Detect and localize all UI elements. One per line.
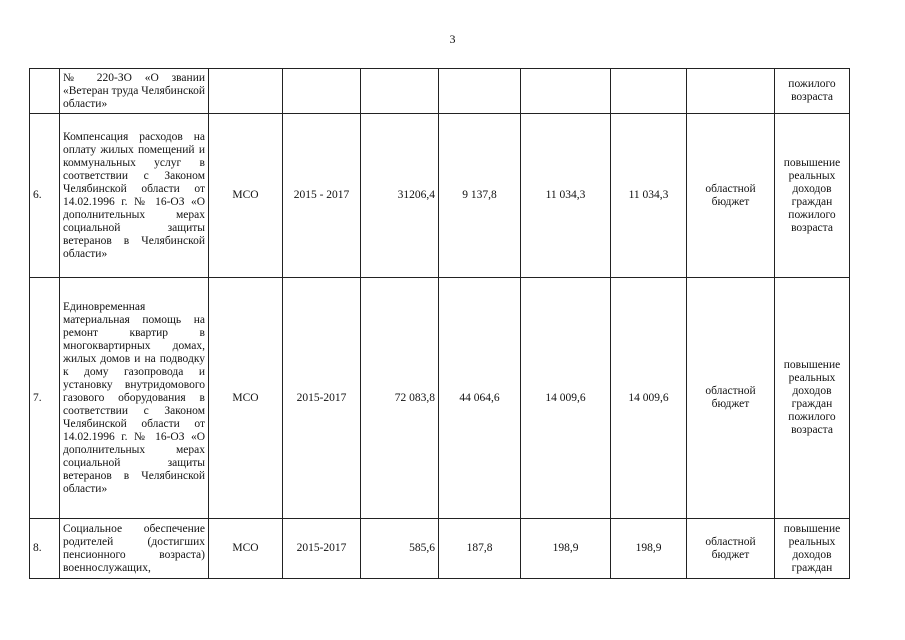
- total-cell: 31206,4: [361, 114, 439, 278]
- year-2016-cell: 14 009,6: [521, 278, 611, 519]
- period-cell: 2015 - 2017: [283, 114, 361, 278]
- expected-outcome-cell: пожилого возраста: [775, 69, 850, 114]
- year-2017-cell: 14 009,6: [611, 278, 687, 519]
- total-cell: 72 083,8: [361, 278, 439, 519]
- executor-cell: МСО: [209, 519, 283, 579]
- period-cell: 2015-2017: [283, 519, 361, 579]
- expected-outcome-cell: повышение реальных доходов граждан: [775, 519, 850, 579]
- period-cell: [283, 69, 361, 114]
- period-cell: 2015-2017: [283, 278, 361, 519]
- total-cell: 585,6: [361, 519, 439, 579]
- row-number: 6.: [30, 114, 60, 278]
- row-number: [30, 69, 60, 114]
- executor-cell: МСО: [209, 278, 283, 519]
- year-2016-cell: 198,9: [521, 519, 611, 579]
- measure-description: Социальное обеспечение родителей (достигших пенсионного возраста) военнослужащих,: [60, 519, 209, 579]
- table-row: [30, 114, 850, 278]
- year-2017-cell: 198,9: [611, 519, 687, 579]
- year-2015-cell: 44 064,6: [439, 278, 521, 519]
- row-number: 7.: [30, 278, 60, 519]
- year-2016-cell: [521, 69, 611, 114]
- measure-description: Компенсация расходов на оплату жилых помещений и коммунальных услуг в соответствии с Законом Челябинской области от 14.02.1996 г. № 16-ОЗ «О дополнительных мерах социальной защиты ветеранов в Челябинской области»: [60, 114, 209, 278]
- funding-source-cell: областной бюджет: [687, 278, 775, 519]
- table-row: [30, 519, 850, 579]
- row-number: 8.: [30, 519, 60, 579]
- executor-cell: [209, 69, 283, 114]
- total-cell: [361, 69, 439, 114]
- page-number: 3: [449, 32, 456, 46]
- table-row: [30, 69, 850, 114]
- year-2017-cell: [611, 69, 687, 114]
- year-2015-cell: 187,8: [439, 519, 521, 579]
- year-2015-cell: 9 137,8: [439, 114, 521, 278]
- funding-source-cell: [687, 69, 775, 114]
- measure-description: № 220-ЗО «О звании «Ветеран труда Челябинской области»: [60, 69, 209, 114]
- program-table: [29, 68, 850, 579]
- year-2015-cell: [439, 69, 521, 114]
- measure-description: Единовременная материальная помощь на ремонт квартир в многоквартирных домах, жилых домов и на подводку к дому газопровода и установку внутридомового газового оборудования в соответствии с Законом Челябинской области от 14.02.1996 г. № 16-ОЗ «О дополнительных мерах социальной защиты ветеранов в Челябинской области»: [60, 278, 209, 519]
- year-2016-cell: 11 034,3: [521, 114, 611, 278]
- expected-outcome-cell: повышение реальных доходов граждан пожилого возраста: [775, 278, 850, 519]
- funding-source-cell: областной бюджет: [687, 519, 775, 579]
- expected-outcome-cell: повышение реальных доходов граждан пожилого возраста: [775, 114, 850, 278]
- funding-source-cell: областной бюджет: [687, 114, 775, 278]
- year-2017-cell: 11 034,3: [611, 114, 687, 278]
- executor-cell: МСО: [209, 114, 283, 278]
- table-row: [30, 278, 850, 519]
